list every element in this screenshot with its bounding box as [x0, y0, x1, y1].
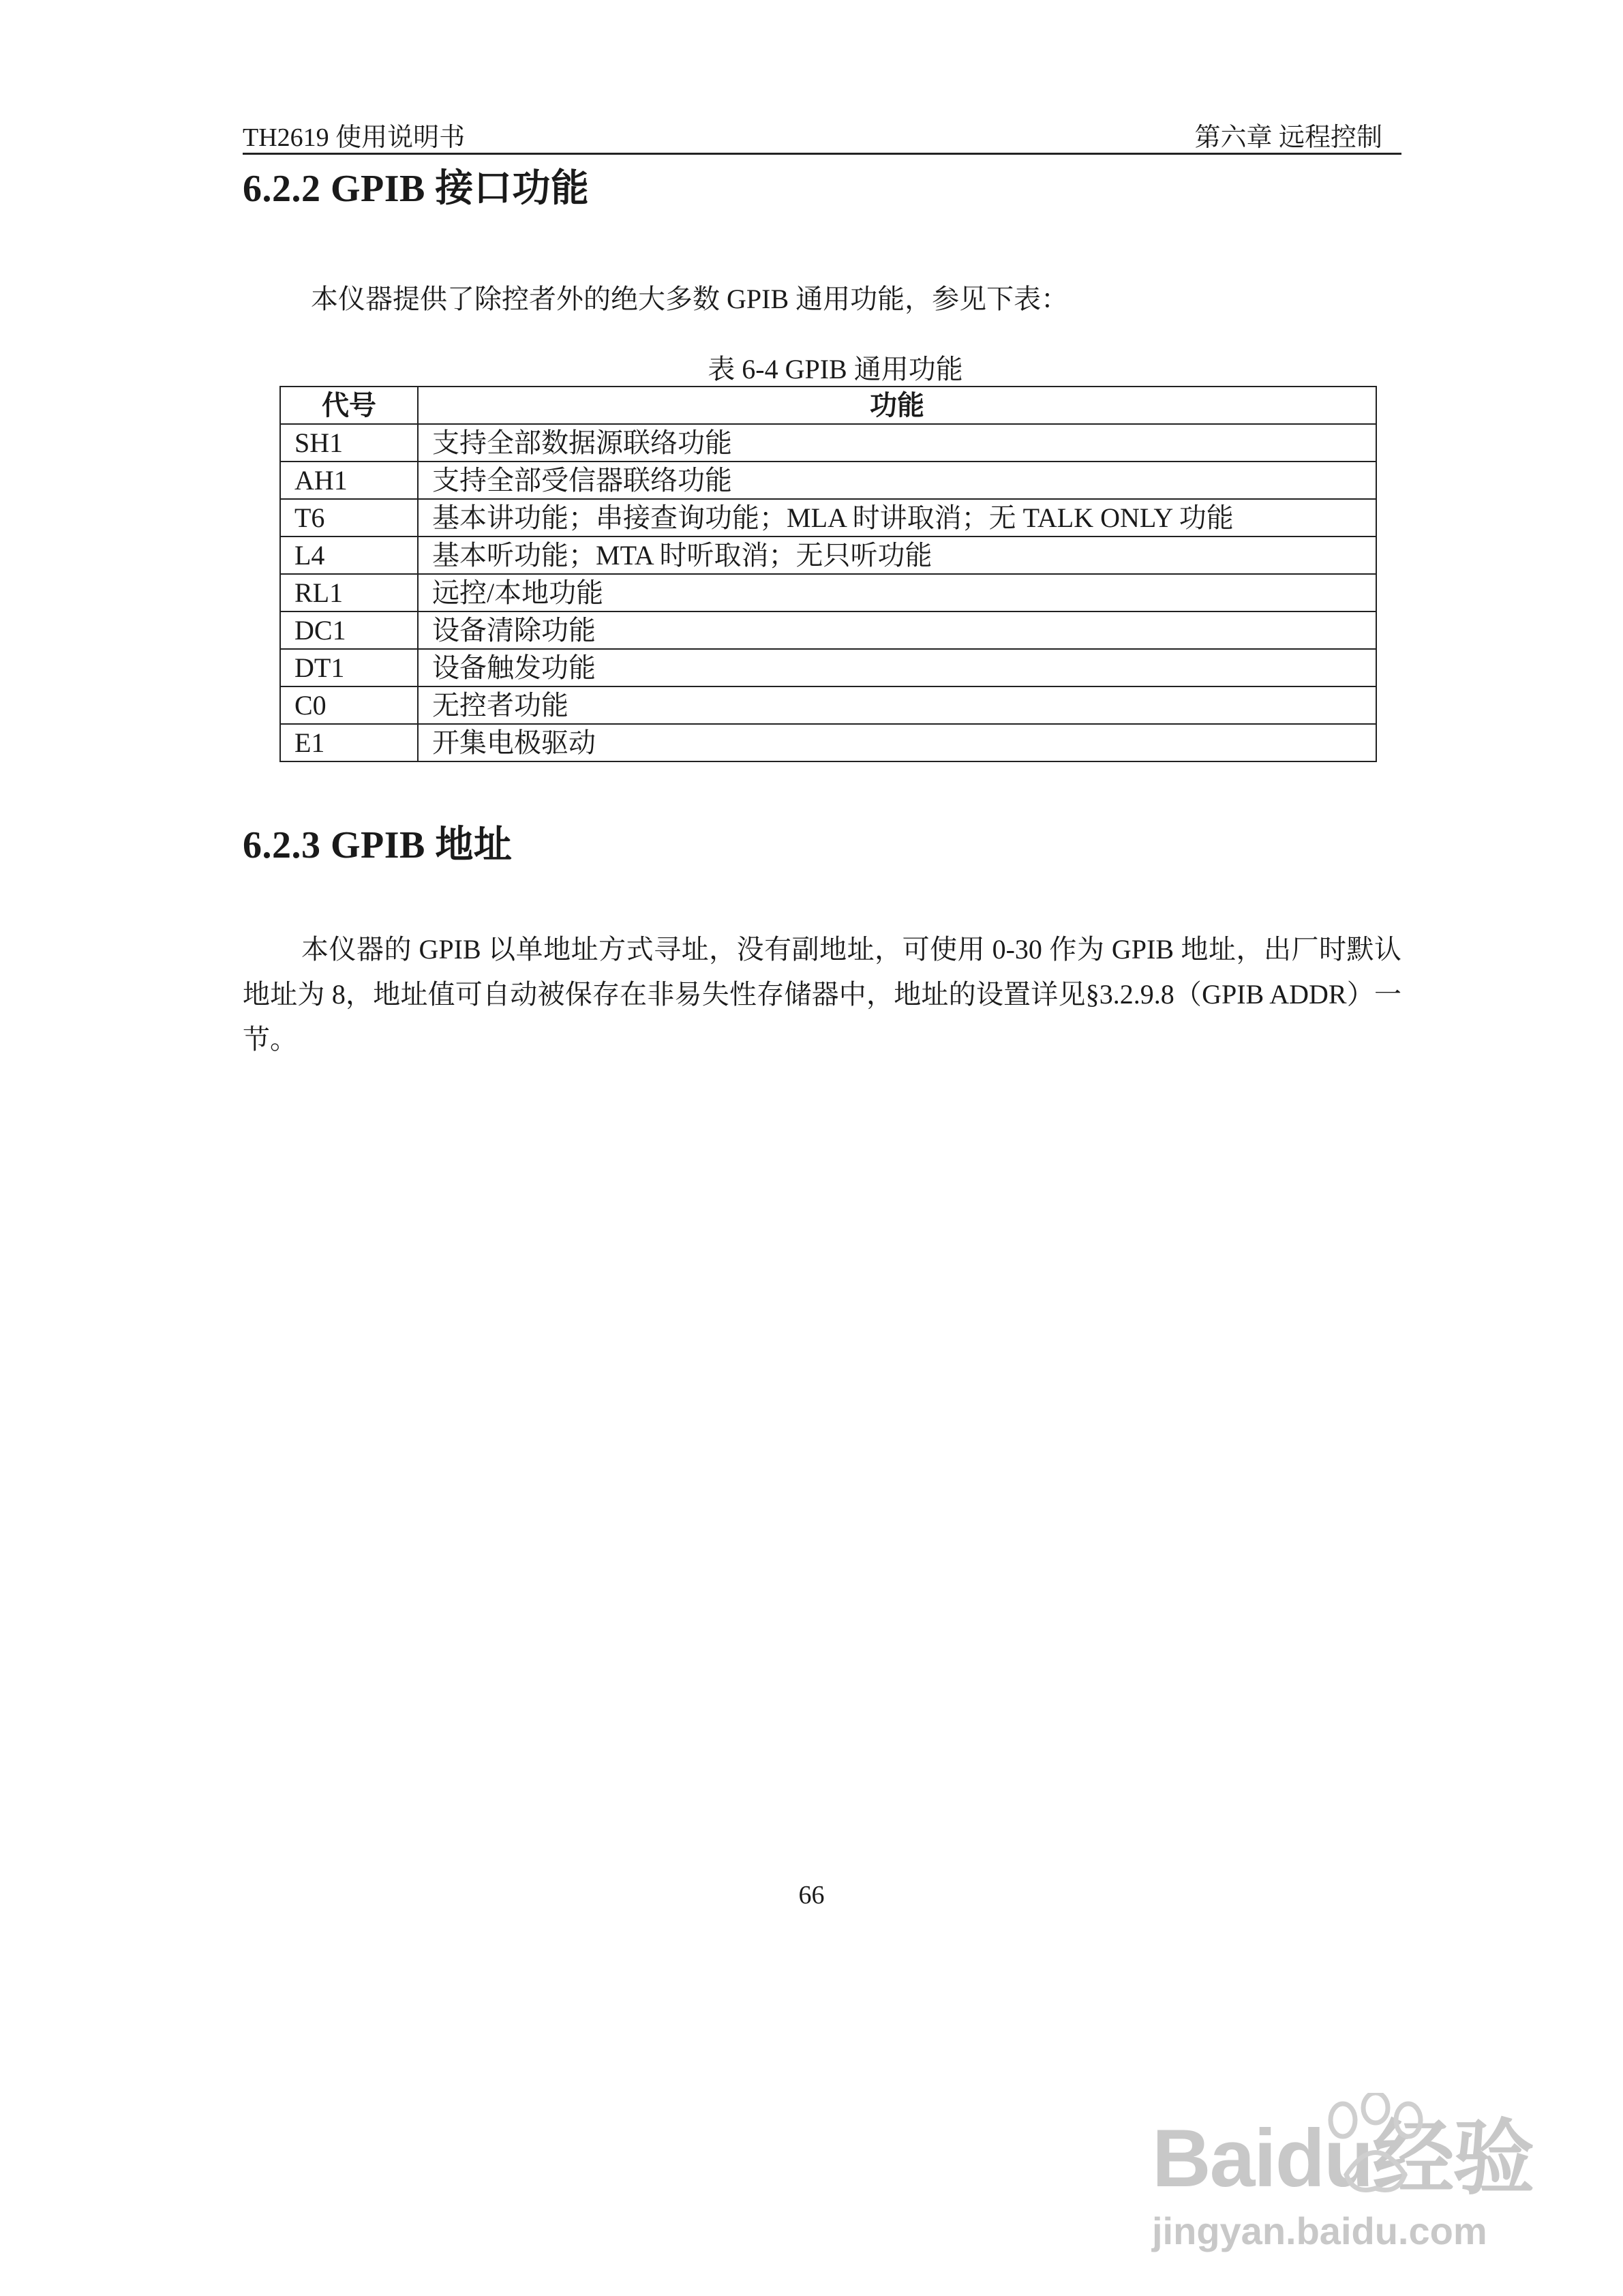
paw-icon — [1316, 2093, 1438, 2202]
function-cell: 开集电极驱动 — [418, 724, 1376, 761]
gpib-functions-table — [279, 386, 1377, 762]
baidu-watermark — [1152, 2093, 1588, 2263]
code-cell: L4 — [280, 537, 418, 574]
code-cell: C0 — [280, 686, 418, 724]
table-row — [280, 424, 1376, 462]
table-row — [280, 724, 1376, 761]
table-caption: 表 6-4 GPIB 通用功能 — [708, 354, 963, 384]
watermark-brand: Baidu经验 — [1152, 2113, 1534, 2204]
column-header-function: 功能 — [418, 387, 1376, 424]
function-cell: 远控/本地功能 — [418, 574, 1376, 611]
table-row — [280, 574, 1376, 611]
function-cell: 设备清除功能 — [418, 611, 1376, 649]
function-cell: 无控者功能 — [418, 686, 1376, 724]
function-cell: 设备触发功能 — [418, 649, 1376, 686]
page-number: 66 — [798, 1881, 825, 1909]
code-cell: DC1 — [280, 611, 418, 649]
table-row — [280, 537, 1376, 574]
function-cell: 基本讲功能；串接查询功能；MLA 时讲取消；无 TALK ONLY 功能 — [418, 499, 1376, 537]
page-header — [243, 116, 1401, 155]
gpib-address-paragraph: 本仪器的 GPIB 以单地址方式寻址，没有副地址，可使用 0-30 作为 GPIB 地址，出厂时默认地址为 8，地址值可自动被保存在非易失性存储器中，地址的设置详见§3.2.9.8（GPIB ADDR）一节。 — [243, 934, 1401, 1055]
code-cell: RL1 — [280, 574, 418, 611]
document-title: TH2619 使用说明书 — [243, 123, 466, 152]
table-row — [280, 686, 1376, 724]
table-header-row — [280, 387, 1376, 424]
table-row — [280, 499, 1376, 537]
code-cell: DT1 — [280, 649, 418, 686]
intro-paragraph: 本仪器提供了除控者外的绝大多数 GPIB 通用功能，参见下表： — [311, 284, 1069, 314]
function-cell: 支持全部受信器联络功能 — [418, 462, 1376, 499]
section-heading-6-2-2: 6.2.2 GPIB 接口功能 — [243, 168, 590, 210]
watermark-url: jingyan.baidu.com — [1152, 2209, 1487, 2252]
section-heading-6-2-3: 6.2.3 GPIB 地址 — [243, 824, 513, 866]
function-cell: 支持全部数据源联络功能 — [418, 424, 1376, 462]
table-row — [280, 611, 1376, 649]
table-row — [280, 462, 1376, 499]
column-header-code: 代号 — [280, 387, 418, 424]
code-cell: E1 — [280, 724, 418, 761]
chapter-title: 第六章 远程控制 — [1194, 123, 1382, 152]
code-cell: SH1 — [280, 424, 418, 462]
function-cell: 基本听功能；MTA 时听取消；无只听功能 — [418, 537, 1376, 574]
code-cell: T6 — [280, 499, 418, 537]
table-row — [280, 649, 1376, 686]
code-cell: AH1 — [280, 462, 418, 499]
